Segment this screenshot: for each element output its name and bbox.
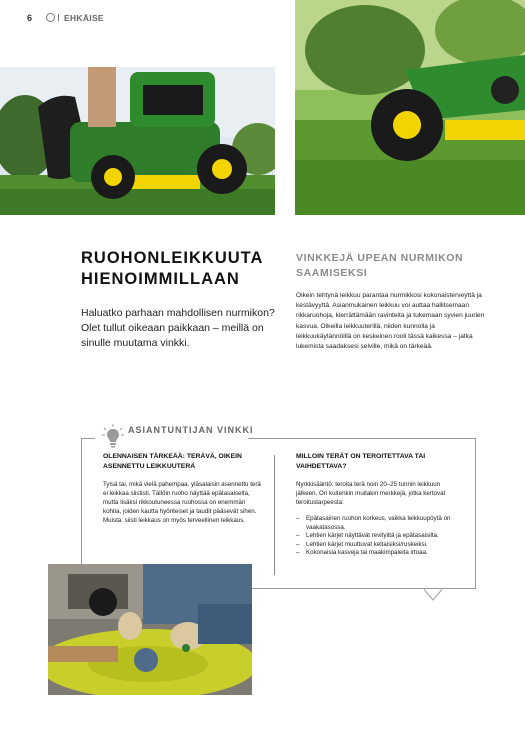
list-item: – Lehtien kärjet näyttävät revityiltä ja epätasaisilta. <box>296 532 458 541</box>
expert-tip-right <box>296 452 458 558</box>
tips-title-line-2: SAAMISEKSI <box>296 267 368 279</box>
section-label: EHKÄISE <box>64 13 104 23</box>
article-intro: Haluatko parhaan mahdollisen nurmikon? Olet tullut oikeaan paikkaan – meillä on sinulle muutama vinkki. <box>81 307 275 349</box>
lightbulb-icon <box>102 424 124 448</box>
right-col-title: MILLOIN TERÄT ON TEROITETTAVA TAI VAIHDETTAVA? <box>296 453 426 470</box>
expert-tip-label: ASIANTUNTIJAN VINKKI <box>128 425 254 435</box>
column-divider <box>274 455 275 575</box>
left-col-title: OLENNAISEN TÄRKEÄÄ: TERÄVÄ, OIKEIN ASENNETTU LEIKKUUTERÄ <box>103 453 242 470</box>
tips-title <box>296 251 476 281</box>
list-item: – Epätasainen ruohon korkeus, vaikka leikkuupöytä on vaakatasossa. <box>296 515 458 532</box>
mower-photo <box>0 67 275 215</box>
left-col-text: Tylsä tai, mikä vielä pahempaa, yläsalaisin asennettu terä ei leikkaa siististi. Tällöin ruoho näyttää epätasaiselta, mutta lisäksi rikkoutuneessa ruohossa on enemmän kohtia, joiden kautta hyönteiset ja taudit pääsevät sihen. Muista: siisti leikkaus on myös terveellinen leikkaus. <box>103 481 261 524</box>
article-title-line-1: RUOHONLEIKKUUTA <box>81 249 264 267</box>
right-col-text: Nyrkkisääntö: teroita terä noin 20–25 tunnin leikkuun jälkeen. On kuitenkin muitakin merkkejä, jotka kertovat teroitustarpeesta: <box>296 481 446 506</box>
page-number: 6 <box>27 13 33 23</box>
article-title <box>81 248 271 290</box>
expert-tip-left <box>103 452 263 525</box>
box-notch <box>424 588 442 600</box>
circle-icon <box>46 13 55 22</box>
mower-wheel-photo <box>295 0 525 215</box>
header-divider <box>58 14 59 21</box>
list-item: – Kokonaisia kasveja tai maakimpaleita irtoaa. <box>296 549 458 558</box>
article-title-line-2: HIENOIMMILLAAN <box>81 270 240 288</box>
tips-body: Oikein tehtynä leikkuu parantaa nurmikkosi kokonaisterveyttä ja kestävyyttä. Asianmukainen leikkuu voi auttaa hallitsemaan rikkaruohoja, kierrättämään ravinteita ja tukemaan syvien juurien kasvua. Oikeilla leikkuuterillä, niiden kunnolla ja leikkuukäytännöillä on keskeinen rooli tässä kaikessa – jatka lukemista saadaksesi selville, mikä on tärkeää. <box>296 292 485 351</box>
list-item: – Lehtien kärjet muuttuvat keltaisiksi/ruskeiksi. <box>296 541 458 550</box>
sharpening-signs-list <box>296 515 458 558</box>
blade-maintenance-photo <box>48 564 252 695</box>
box-top-border-left <box>81 438 95 439</box>
box-top-border-right <box>248 438 476 439</box>
tips-title-line-1: VINKKEJÄ UPEAN NURMIKON <box>296 252 464 264</box>
